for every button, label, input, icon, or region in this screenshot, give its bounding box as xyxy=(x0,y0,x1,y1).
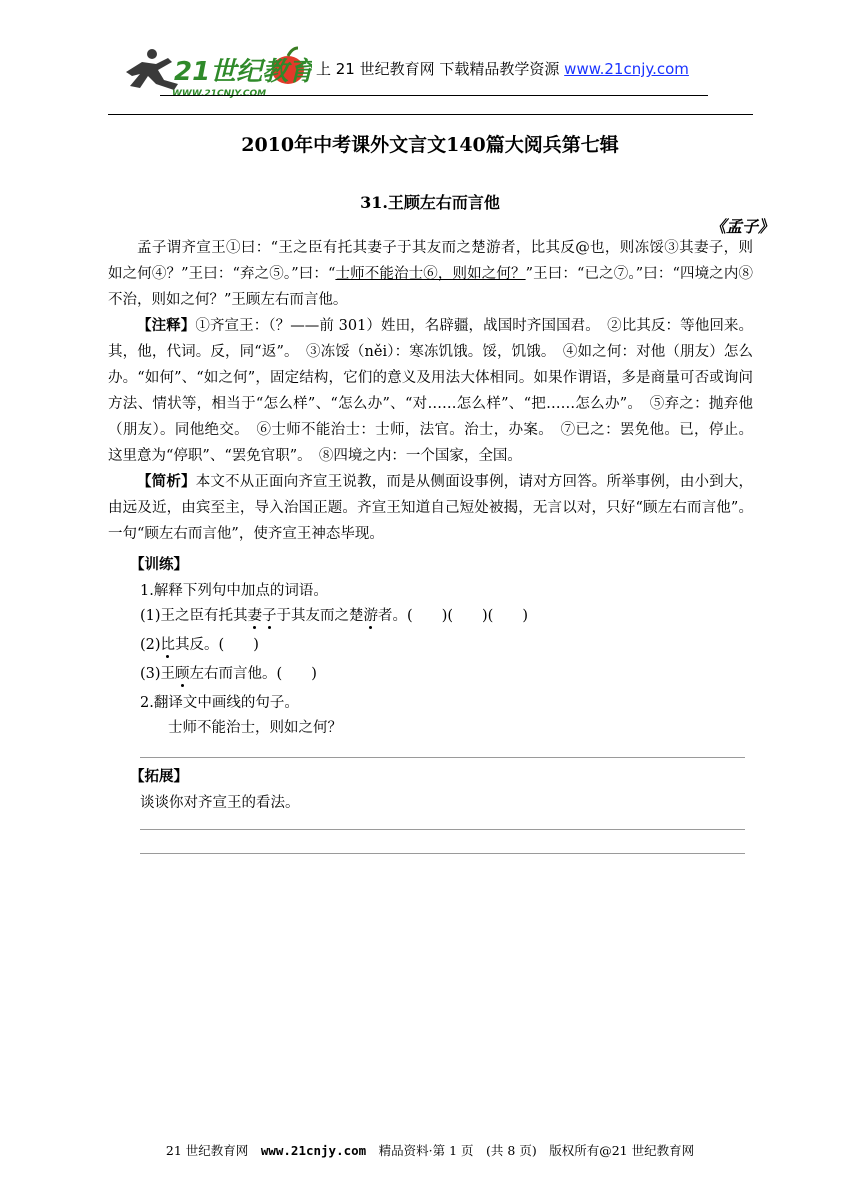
passage-paragraph: 孟子谓齐宣王①曰：“王之臣有托其妻子于其友而之楚游者，比其反@也，则冻馁③其妻子，则如之何④？”王曰：“弃之⑤。”曰：“士师不能治士⑥，则如之何？”王曰：“已之⑦。”曰：“四境之内⑧不治，则如之何？”王顾左右而言他。 xyxy=(108,240,754,308)
logo-url: WWW.21CNJY.COM xyxy=(172,89,267,99)
dotted-char: 游 xyxy=(363,608,379,624)
header-rule-2 xyxy=(108,114,753,115)
document-body xyxy=(108,235,753,547)
notes-label: 【注释】 xyxy=(137,317,196,334)
document-title: 2010年中考课外文言文140篇大阅兵第七辑 xyxy=(241,134,619,156)
extension-label: 【拓展】 xyxy=(130,768,188,785)
runner-icon xyxy=(126,49,178,90)
page-footer: 21 世纪教育网 www.21cnjy.com 精品资料·第 1 页 (共 8 页) 版权所有@21 世纪教育网 xyxy=(165,1143,695,1158)
underlined-sentence: 士师不能治士⑥，则如之何？ xyxy=(335,266,526,282)
question-2: 2.翻译文中画线的句子。 xyxy=(140,695,299,711)
logo-text: 21世纪教育 xyxy=(174,57,312,87)
site-logo xyxy=(112,44,312,102)
analysis-text: 本文不从正面向齐宣王说教，而是从侧面设事例，请对方回答。所举事例，由小到大，由远及近，由宾至主，导入治国正题。齐宣王知道自己短处被揭，无言以对，只好“顾左右而言他”。一句“顾左右而言他”，使齐宣王神态毕现。 xyxy=(108,474,754,542)
exercises-label: 【训练】 xyxy=(130,556,188,573)
dotted-char: 子 xyxy=(262,608,277,624)
extension-prompt: 谈谈你对齐宣王的看法。 xyxy=(140,795,300,811)
analysis-paragraph xyxy=(108,469,753,547)
footer-link[interactable]: www.21cnjy.com xyxy=(260,1143,367,1158)
notes-paragraph xyxy=(108,313,753,469)
question-2-sentence: 士师不能治士，则如之何？ xyxy=(168,720,342,736)
answer-line[interactable] xyxy=(140,829,745,830)
question-1-3: (3)王顾左右而言他。( ) xyxy=(140,666,317,682)
dotted-char: 妻 xyxy=(247,608,263,624)
answer-line[interactable] xyxy=(140,757,745,758)
dotted-char: 比 xyxy=(160,637,176,653)
section-title: 31.王顾左右而言他 xyxy=(360,193,500,212)
question-1-2: (2)比其反。( ) xyxy=(140,637,259,653)
question-1: 1.解释下列句中加点的词语。 xyxy=(140,583,328,599)
header-banner xyxy=(316,58,689,79)
header-rule xyxy=(160,95,708,96)
answer-line[interactable] xyxy=(140,853,745,854)
header-slogan: 上 21 世纪教育网 下载精品教学资源 xyxy=(316,60,565,78)
source-attribution: 《孟子》 xyxy=(709,217,774,236)
header-link[interactable]: www.21cnjy.com xyxy=(564,60,689,78)
notes-text: ①齐宣王：（？——前 301）姓田，名辟疆，战国时齐国国君。 ②比其反：等他回来。其，他，代词。反，同“返”。 ③冻馁（něi）：寒冻饥饿。馁，饥饿。 ④如之何：对他（朋友）怎么办。“如何”、“如之何”，固定结构，它们的意义及用法大体相同。如果作谓语，多是商量可否或询问方法、情状等，相当于“怎么样”、“怎么办”、“对……怎么样”、“把……怎么办”。 ⑤弃之：抛弃他（朋友）。同他绝交。 ⑥士师不能治士：士师，法官。治士，办案。 ⑦已之：罢免他。已，停止。这里意为“停职”、“罢免官职”。 ⑧四境之内：一个国家，全国。 xyxy=(108,318,753,464)
dotted-char: 顾 xyxy=(175,666,190,682)
analysis-label: 【简析】 xyxy=(137,473,196,490)
question-1-1: (1)王之臣有托其妻子于其友而之楚游者。( )( )( ) xyxy=(140,608,528,624)
